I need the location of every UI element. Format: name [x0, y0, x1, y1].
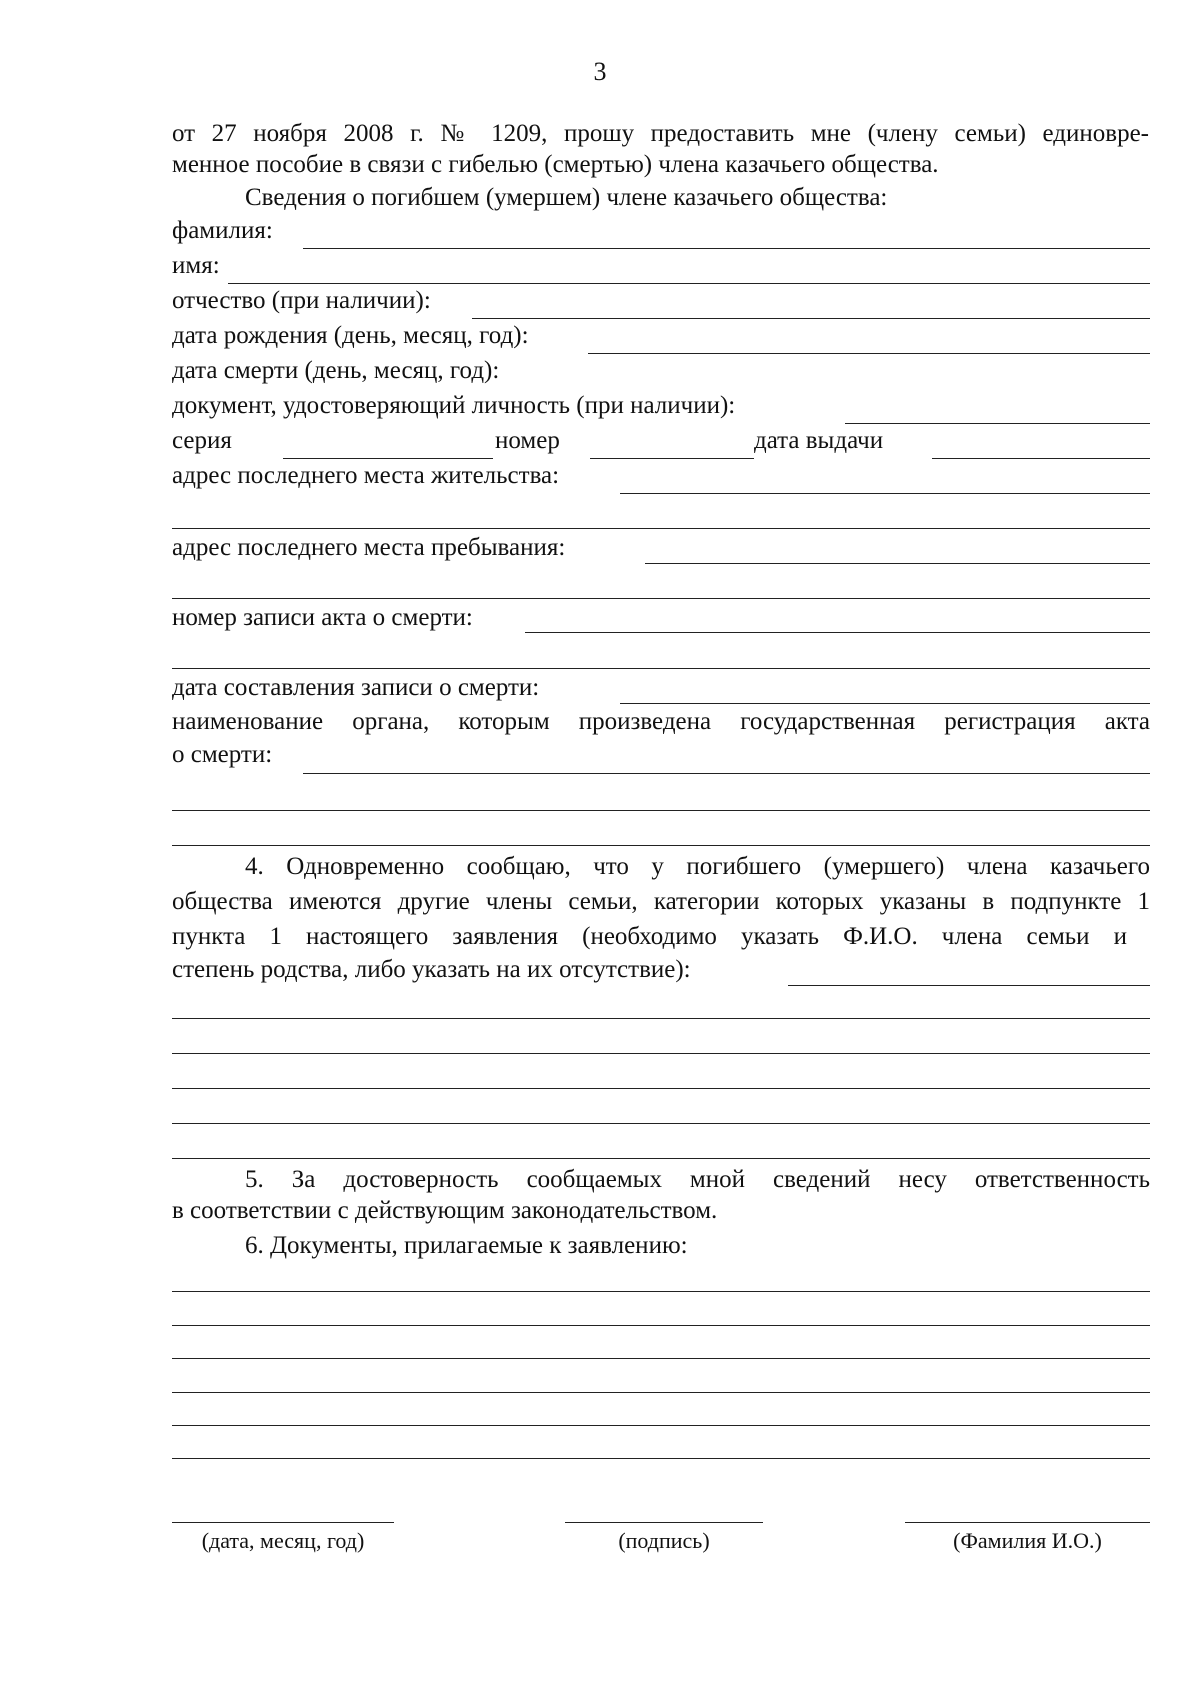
section4-line-4: степень родства, либо указать на их отсутствие): [172, 956, 691, 983]
registry-body-line-1[interactable] [303, 773, 1150, 774]
number-label: номер [495, 427, 560, 454]
attachments-line-6[interactable] [172, 1458, 1150, 1459]
registry-body-line-2[interactable] [172, 810, 1150, 811]
id-document-line[interactable] [845, 423, 1150, 424]
section5-line-1: 5. За достоверность сообщаемых мной сведений несу ответственность [245, 1166, 1150, 1193]
section4-answer-line-3[interactable] [172, 1088, 1150, 1089]
last-residence-line-1[interactable] [620, 493, 1150, 494]
section4-line-3: пункта 1 настоящего заявления (необходимо указать Ф.И.О. члена семьи и [172, 923, 1127, 950]
last-stay-line-1[interactable] [645, 563, 1150, 564]
birth-date-line[interactable] [588, 353, 1150, 354]
section4-answer-line-0[interactable] [788, 985, 1150, 986]
attachments-line-1[interactable] [172, 1291, 1150, 1292]
section4-answer-line-5[interactable] [172, 1158, 1150, 1159]
section4-answer-line-4[interactable] [172, 1123, 1150, 1124]
signature-line[interactable] [565, 1522, 763, 1523]
last-stay-line-2[interactable] [172, 598, 1150, 599]
signature-caption: (подпись) [618, 1528, 710, 1553]
issue-date-line[interactable] [932, 458, 1150, 459]
series-line[interactable] [283, 458, 493, 459]
section4-line-1: 4. Одновременно сообщаю, что у погибшего (умершего) члена казачьего [245, 853, 1150, 880]
name-line[interactable] [228, 283, 1150, 284]
death-record-number-line-1[interactable] [525, 632, 1150, 633]
section4-answer-line-1[interactable] [172, 1018, 1150, 1019]
section4-line-2: общества имеются другие члены семьи, категории которых указаны в подпункте 1 [172, 888, 1150, 915]
section6-line-1: 6. Документы, прилагаемые к заявлению: [245, 1232, 688, 1259]
attachments-line-4[interactable] [172, 1392, 1150, 1393]
intro-line-3: Сведения о погибшем (умершем) члене казачьего общества: [245, 184, 888, 211]
series-label: серия [172, 427, 232, 454]
issue-date-label: дата выдачи [754, 427, 884, 454]
section5-line-2: в соответствии с действующим законодательством. [172, 1197, 718, 1224]
surname-label: фамилия: [172, 217, 273, 244]
death-record-number-label: номер записи акта о смерти: [172, 604, 473, 631]
death-record-number-line-2[interactable] [172, 668, 1150, 669]
patronymic-label: отчество (при наличии): [172, 287, 431, 314]
surname-line[interactable] [303, 248, 1150, 249]
name-caption: (Фамилия И.О.) [953, 1528, 1102, 1553]
id-document-label: документ, удостоверяющий личность (при наличии): [172, 392, 736, 419]
name-signature-line[interactable] [905, 1522, 1150, 1523]
last-stay-label: адрес последнего места пребывания: [172, 534, 566, 561]
death-record-date-line[interactable] [620, 703, 1150, 704]
section4-answer-line-2[interactable] [172, 1053, 1150, 1054]
number-line[interactable] [590, 458, 754, 459]
birth-date-label: дата рождения (день, месяц, год): [172, 322, 529, 349]
last-residence-label: адрес последнего места жительства: [172, 462, 560, 489]
registry-body-label-2: о смерти: [172, 741, 273, 768]
attachments-line-2[interactable] [172, 1325, 1150, 1326]
patronymic-line[interactable] [472, 318, 1150, 319]
date-caption: (дата, месяц, год) [201, 1528, 365, 1553]
date-signature-line[interactable] [172, 1522, 394, 1523]
death-record-date-label: дата составления записи о смерти: [172, 674, 540, 701]
death-date-label: дата смерти (день, месяц, год): [172, 357, 500, 384]
intro-line-2: менное пособие в связи с гибелью (смертью) члена казачьего общества. [172, 151, 939, 178]
registry-body-line-3[interactable] [172, 845, 1150, 846]
intro-line-1: от 27 ноября 2008 г. № 1209, прошу предоставить мне (члену семьи) единовре- [172, 120, 1149, 147]
name-label: имя: [172, 252, 220, 279]
page-number: 3 [593, 57, 607, 86]
attachments-line-3[interactable] [172, 1358, 1150, 1359]
last-residence-line-2[interactable] [172, 528, 1150, 529]
attachments-line-5[interactable] [172, 1425, 1150, 1426]
registry-body-label-1: наименование органа, которым произведена государственная регистрация акта [172, 708, 1150, 735]
